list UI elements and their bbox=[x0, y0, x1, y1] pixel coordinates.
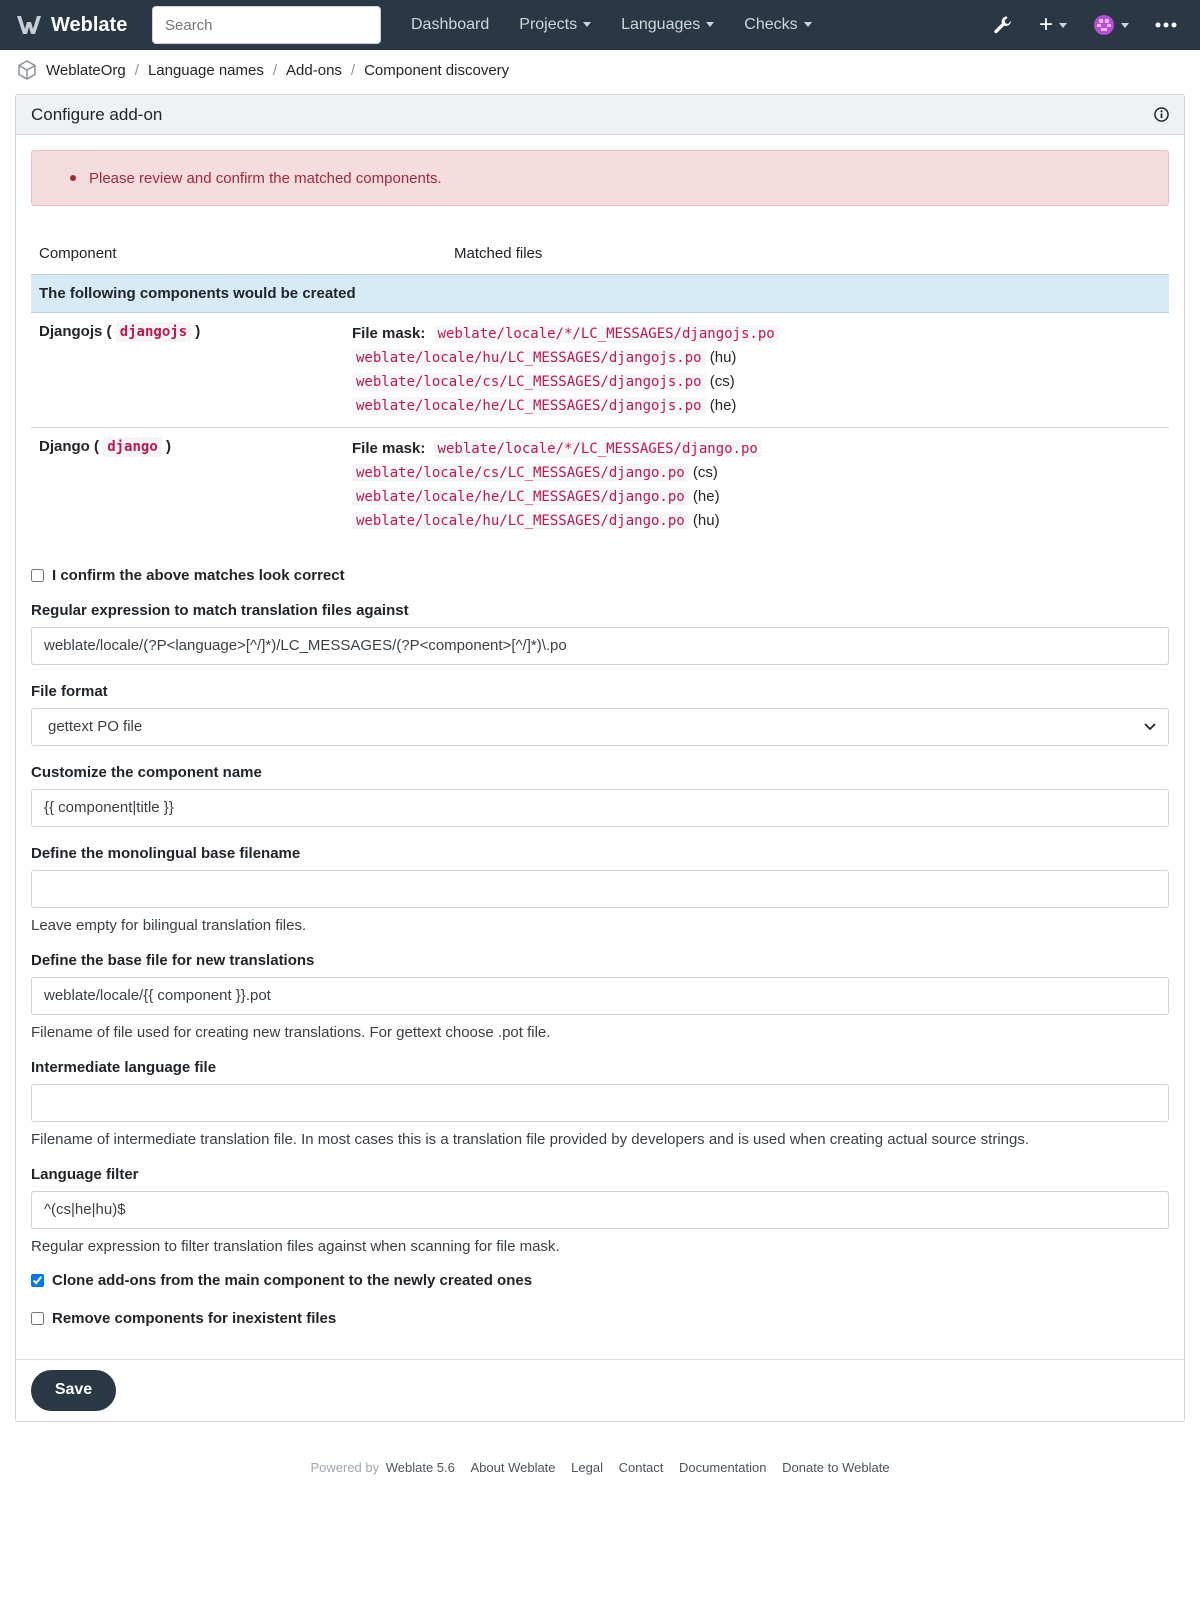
group-row bbox=[31, 274, 1169, 312]
user-menu[interactable] bbox=[1093, 14, 1129, 36]
chevron-down-icon bbox=[1121, 23, 1129, 28]
col-matched-files bbox=[344, 234, 1169, 274]
regex-group bbox=[31, 602, 1169, 665]
breadcrumb-separator: / bbox=[272, 61, 278, 79]
chevron-down-icon bbox=[804, 22, 812, 27]
card-footer bbox=[16, 1359, 1184, 1421]
file-format-select[interactable] bbox=[31, 708, 1169, 746]
table-header-row bbox=[31, 234, 1169, 274]
component-name: Django bbox=[39, 437, 90, 455]
matched-file bbox=[352, 347, 1161, 371]
avatar-icon bbox=[1093, 14, 1115, 36]
file-language: (he) bbox=[692, 487, 720, 505]
configure-addon-card bbox=[15, 94, 1185, 1422]
file-format-label: File format bbox=[31, 682, 108, 700]
component-name-group bbox=[31, 764, 1169, 827]
info-icon[interactable] bbox=[1154, 107, 1169, 122]
component-cell bbox=[31, 427, 344, 542]
file-path: weblate/locale/he/LC_MESSAGES/djangojs.po bbox=[352, 397, 706, 415]
weblate-logo-icon bbox=[15, 13, 43, 37]
file-mask: weblate/locale/*/LC_MESSAGES/django.po bbox=[434, 440, 762, 458]
paren: ) bbox=[195, 322, 201, 340]
file-path: weblate/locale/hu/LC_MESSAGES/djangojs.po bbox=[352, 349, 706, 367]
component-name-label: Customize the component name bbox=[31, 763, 262, 781]
file-path: weblate/locale/cs/LC_MESSAGES/django.po bbox=[352, 464, 689, 482]
table-row bbox=[31, 427, 1169, 542]
alert-message: Please review and confirm the matched components. bbox=[89, 169, 442, 187]
breadcrumb-current[interactable]: Component discovery bbox=[364, 61, 510, 79]
file-path: weblate/locale/hu/LC_MESSAGES/django.po bbox=[352, 512, 689, 530]
language-filter-label: Language filter bbox=[31, 1165, 139, 1183]
component-name-input[interactable] bbox=[31, 789, 1169, 827]
confirm-checkbox[interactable] bbox=[31, 569, 44, 582]
footer-weblate-version[interactable]: Weblate 5.6 bbox=[385, 1459, 455, 1475]
remove-checkbox[interactable] bbox=[31, 1312, 44, 1325]
chevron-down-icon bbox=[1144, 723, 1156, 731]
base-filename-help: Leave empty for bilingual translation files. bbox=[31, 916, 307, 934]
save-button[interactable]: Save bbox=[31, 1370, 116, 1411]
intermediate-group bbox=[31, 1059, 1169, 1148]
regex-input[interactable] bbox=[31, 627, 1169, 665]
language-filter-input[interactable] bbox=[31, 1191, 1169, 1229]
file-mask: weblate/locale/*/LC_MESSAGES/djangojs.po bbox=[434, 325, 779, 343]
brand-name: Weblate bbox=[51, 13, 128, 36]
file-mask-line bbox=[352, 323, 1161, 347]
breadcrumb-separator: / bbox=[350, 61, 356, 79]
remove-group bbox=[31, 1307, 1169, 1331]
intermediate-help: Filename of intermediate translation file. In most cases this is a translation file provided by developers and is used when creating actual source strings. bbox=[31, 1130, 1030, 1148]
page-footer bbox=[0, 1460, 1200, 1475]
add-menu[interactable] bbox=[1039, 13, 1067, 37]
group-title: The following components would be created bbox=[31, 274, 1169, 312]
file-language: (cs) bbox=[709, 372, 735, 390]
mask-label: File mask: bbox=[352, 324, 426, 342]
footer-donate[interactable]: Donate to Weblate bbox=[782, 1459, 890, 1475]
intermediate-input[interactable] bbox=[31, 1084, 1169, 1122]
file-path: weblate/locale/he/LC_MESSAGES/django.po bbox=[352, 488, 689, 506]
file-language: (hu) bbox=[692, 511, 720, 529]
file-language: (he) bbox=[709, 396, 737, 414]
card-title: Configure add-on bbox=[31, 104, 163, 124]
nav-checks-label: Checks bbox=[744, 16, 798, 33]
base-filename-label: Define the monolingual base filename bbox=[31, 844, 301, 862]
top-navbar bbox=[0, 0, 1200, 50]
breadcrumb-component[interactable]: Language names bbox=[147, 61, 264, 79]
col-component: Component bbox=[31, 234, 344, 274]
base-filename-group bbox=[31, 845, 1169, 934]
component-cell bbox=[31, 312, 344, 427]
file-mask-line bbox=[352, 438, 1161, 462]
language-filter-value: ^(cs|he|hu)$ bbox=[44, 1201, 126, 1218]
breadcrumb-separator: / bbox=[134, 61, 139, 79]
more-icon[interactable] bbox=[1155, 22, 1177, 28]
matched-file bbox=[352, 395, 1161, 419]
new-base-label: Define the base file for new translations bbox=[31, 951, 315, 969]
component-slug: djangojs bbox=[116, 322, 191, 342]
col-matched-files-label: Matched files bbox=[454, 245, 543, 263]
matched-file bbox=[352, 371, 1161, 395]
file-language: (cs) bbox=[692, 463, 718, 481]
chevron-down-icon bbox=[706, 22, 714, 27]
component-name-value: {{ component|title }} bbox=[44, 799, 174, 816]
file-path: weblate/locale/cs/LC_MESSAGES/djangojs.po bbox=[352, 373, 706, 391]
project-icon bbox=[16, 59, 38, 81]
files-cell bbox=[344, 427, 1169, 542]
footer-documentation[interactable]: Documentation bbox=[679, 1459, 767, 1475]
matched-file bbox=[352, 462, 1161, 486]
confirm-label[interactable] bbox=[31, 564, 1169, 588]
nav-menu bbox=[396, 16, 827, 34]
card-body bbox=[16, 135, 1184, 1359]
file-language: (hu) bbox=[709, 348, 737, 366]
remove-label[interactable] bbox=[31, 1307, 1169, 1331]
error-alert bbox=[31, 150, 1169, 206]
footer-legal[interactable]: Legal bbox=[571, 1459, 603, 1475]
nav-dashboard[interactable]: Dashboard bbox=[411, 16, 490, 33]
intermediate-label: Intermediate language file bbox=[31, 1058, 217, 1076]
nav-checks[interactable] bbox=[729, 16, 826, 34]
mask-label: File mask: bbox=[352, 439, 426, 457]
nav-projects-label: Projects bbox=[519, 16, 578, 33]
component-slug: django bbox=[103, 437, 162, 457]
card-header bbox=[16, 95, 1184, 135]
brand-link[interactable] bbox=[15, 13, 152, 37]
nav-languages[interactable] bbox=[606, 16, 729, 34]
language-filter-group bbox=[31, 1166, 1169, 1255]
clone-text: Clone add-ons from the main component to the newly created ones bbox=[52, 1272, 533, 1289]
language-filter-help: Regular expression to filter translation files against when scanning for file mask. bbox=[31, 1237, 560, 1255]
matched-file bbox=[352, 510, 1161, 534]
spacer bbox=[31, 1331, 1169, 1349]
new-base-group bbox=[31, 952, 1169, 1041]
footer-contact[interactable]: Contact bbox=[618, 1459, 664, 1475]
base-filename-input[interactable] bbox=[31, 870, 1169, 908]
table-row bbox=[31, 312, 1169, 427]
breadcrumb-addons[interactable]: Add-ons bbox=[286, 61, 342, 79]
new-base-input[interactable] bbox=[31, 977, 1169, 1015]
wrench-icon[interactable] bbox=[993, 15, 1013, 35]
new-base-value: weblate/locale/{{ component }}.pot bbox=[44, 987, 271, 1004]
paren: ( bbox=[106, 322, 112, 340]
nav-projects[interactable] bbox=[504, 16, 606, 34]
nav-languages-label: Languages bbox=[621, 16, 701, 33]
search-input[interactable] bbox=[152, 6, 381, 44]
chevron-down-icon bbox=[583, 22, 591, 27]
clone-label[interactable] bbox=[31, 1269, 1169, 1293]
regex-label: Regular expression to match translation files against bbox=[31, 601, 409, 619]
confirm-text: I confirm the above matches look correct bbox=[52, 567, 345, 584]
clone-checkbox[interactable] bbox=[31, 1274, 44, 1287]
matched-file bbox=[352, 486, 1161, 510]
file-format-value: gettext PO file bbox=[48, 718, 143, 735]
confirm-group bbox=[31, 564, 1169, 588]
new-base-help: Filename of file used for creating new translations. For gettext choose .pot file. bbox=[31, 1023, 551, 1041]
regex-value: weblate/locale/(?P<language>[^/]*)/LC_MESSAGES/(?P<component>[^/]*)\.po bbox=[44, 637, 567, 654]
paren: ( bbox=[94, 437, 100, 455]
files-cell bbox=[344, 312, 1169, 427]
remove-text: Remove components for inexistent files bbox=[52, 1310, 337, 1327]
powered-by: Powered by bbox=[310, 1459, 380, 1475]
breadcrumb bbox=[0, 50, 1200, 90]
bullet-icon bbox=[70, 175, 76, 181]
plus-icon: + bbox=[1038, 11, 1053, 38]
component-name: Djangojs bbox=[39, 322, 103, 340]
chevron-down-icon bbox=[1059, 23, 1067, 28]
clone-group bbox=[31, 1269, 1169, 1293]
file-format-group bbox=[31, 683, 1169, 746]
paren: ) bbox=[165, 437, 171, 455]
footer-about[interactable]: About Weblate bbox=[470, 1459, 556, 1475]
nav-right bbox=[993, 13, 1185, 37]
matches-table bbox=[31, 234, 1169, 542]
breadcrumb-project[interactable]: WeblateOrg bbox=[46, 61, 126, 79]
